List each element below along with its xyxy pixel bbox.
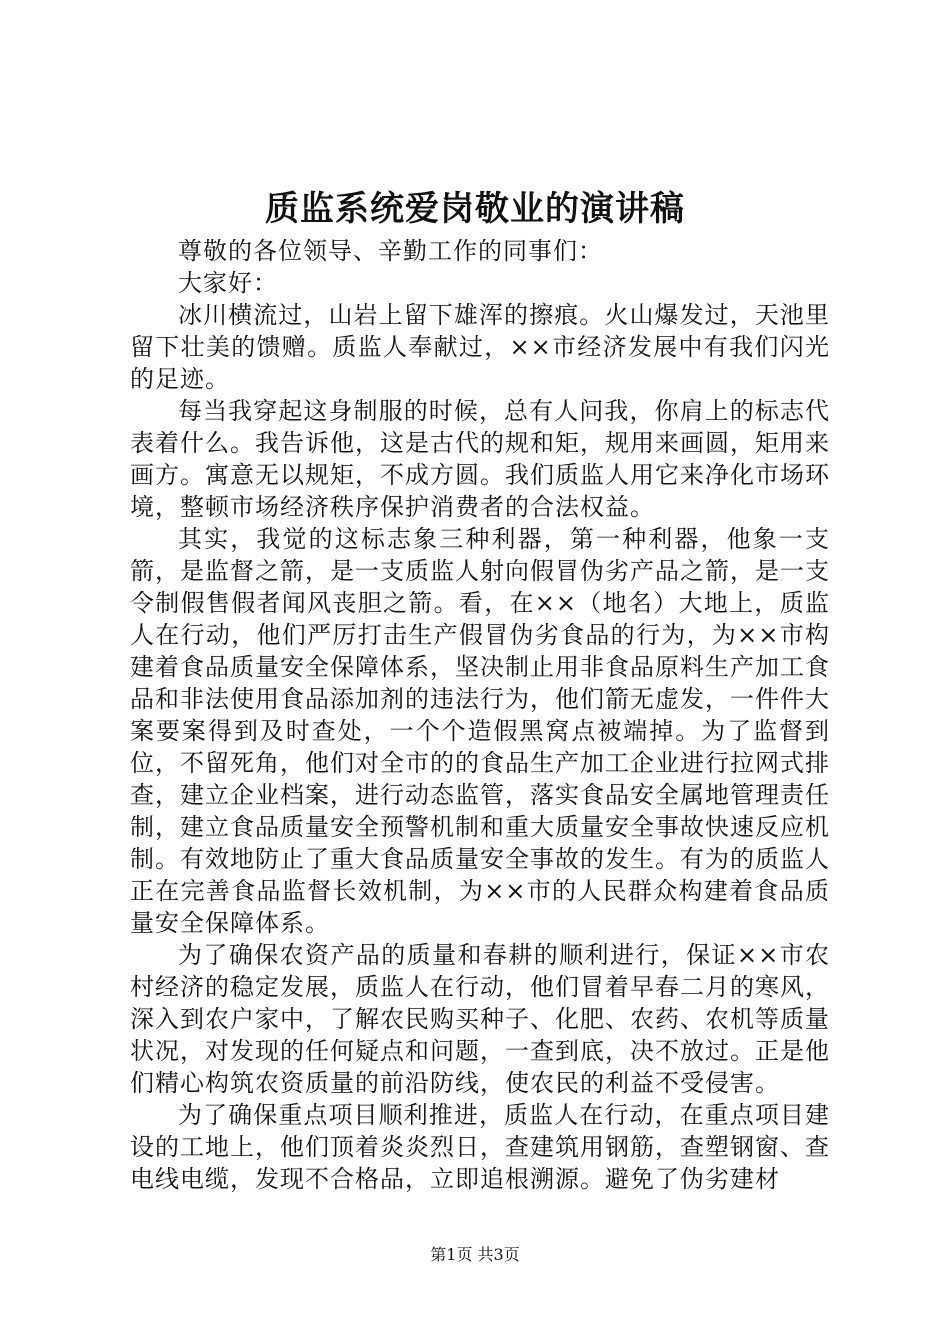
document-title: 质监系统爱岗敬业的演讲稿 bbox=[265, 189, 685, 229]
paragraph-5: 为了确保重点项目顺利推进，质监人在行动，在重点项目建设的工地上，他们顶着炎炎烈日，查建筑用钢筋，查塑钢窗、查电线电缆，发现不合格品，立即追根溯源。避免了伪劣建材 bbox=[130, 1101, 830, 1193]
paragraph-1: 冰川横流过，山岩上留下雄浑的擦痕。火山爆发过，天池里留下壮美的馈赠。质监人奉献过，××市经济发展中有我们闪光的足迹。 bbox=[130, 301, 830, 393]
document-body bbox=[130, 235, 830, 1195]
paragraph-2: 每当我穿起这身制服的时候，总有人问我，你肩上的标志代表着什么。我告诉他，这是古代的规和矩，规用来画圆，矩用来画方。寓意无以规矩，不成方圆。我们质监人用它来净化市场环境，整顿市场经济秩序保护消费者的合法权益。 bbox=[130, 397, 830, 521]
salutation: 尊敬的各位领导、辛勤工作的同事们： bbox=[178, 237, 603, 265]
paragraph-3: 其实，我觉的这标志象三种利器，第一种利器，他象一支箭，是监督之箭，是一支质监人射向假冒伪劣产品之箭，是一支令制假售假者闻风丧胆之箭。看，在××（地名）大地上，质监人在行动，他们严厉打击生产假冒伪劣食品的行为，为××市构建着食品质量安全保障体系，坚决制止用非食品原料生产加工食品和非法使用食品添加剂的违法行为，他们箭无虚发，一件件大案要案得到及时查处，一个个造假黑窝点被端掉。为了监督到位，不留死角，他们对全市的的食品生产加工企业进行拉网式排查，建立企业档案，进行动态监管，落实食品安全属地管理责任制，建立食品质量安全预警机制和重大质量安全事故快速反应机制。有效地防止了重大食品质量安全事故的发生。有为的质监人正在完善食品监督长效机制，为××市的人民群众构建着食品质量安全保障体系。 bbox=[130, 525, 830, 937]
paragraph-4: 为了确保农资产品的质量和春耕的顺利进行，保证××市农村经济的稳定发展，质监人在行动，他们冒着早春二月的寒风，深入到农户家中，了解农民购买种子、化肥、农药、农机等质量状况，对发现的任何疑点和问题，一查到底，决不放过。正是他们精心构筑农资质量的前沿防线，使农民的利益不受侵害。 bbox=[130, 941, 830, 1097]
greeting: 大家好： bbox=[178, 269, 278, 297]
page-footer: 第1页 共3页 bbox=[430, 1245, 520, 1264]
